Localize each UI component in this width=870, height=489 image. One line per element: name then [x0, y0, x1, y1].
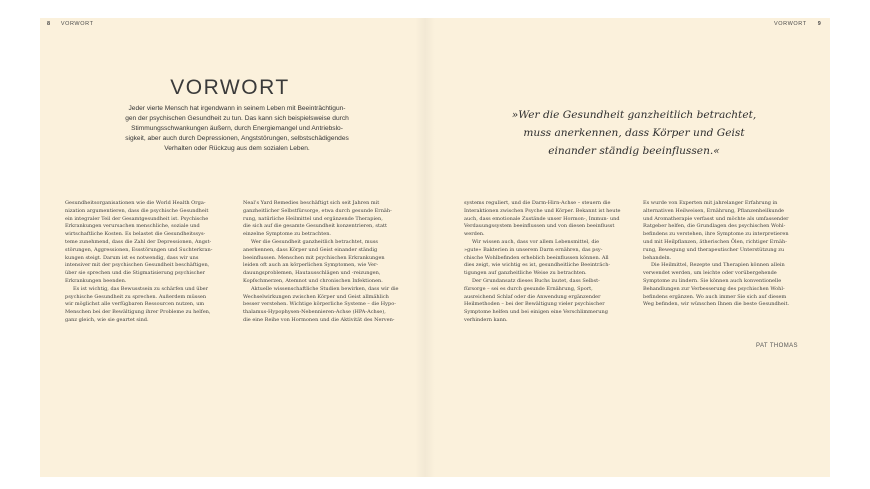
body-text-line: rung, natürliche Heilmittel und ergänzende Therapien, — [243, 215, 383, 222]
body-text-line: befindens zu verstehen, ihre Symptome zu interpretieren — [643, 231, 789, 238]
body-text-line: Symptome zu lindern. Sie können auch konventionelle — [643, 277, 782, 284]
body-text-line: dauungsproblemen, Hautausschlägen und -reizungen, — [243, 270, 381, 277]
body-text-line: tigungen auf ganzheitliche Weise zu betrachten. — [464, 270, 587, 277]
left-page-number: 8 — [47, 21, 51, 27]
body-text-line: leiden oft auch an körperlichen Symptomen, wie Ver- — [243, 262, 379, 269]
body-text-line: teme zunehmend, dass die Zahl der Depressionen, Angst- — [65, 238, 212, 245]
body-text-line: chische Wohlbefinden erheblich beeinflussen können. All — [464, 254, 609, 261]
body-text-line: Behandlungen zur Verbesserung des psychischen Wohl- — [643, 285, 785, 292]
body-text-line: dies zeigt, wie wichtig es ist, gesundheitliche Beeinträch- — [464, 262, 611, 269]
body-text-line: besser verstehen. Wichtige körperliche Systeme – die Hypo- — [243, 301, 396, 308]
left-folio — [47, 21, 94, 27]
body-text-line: behandeln. — [643, 254, 672, 261]
body-text-line: die eine Reihe von Hormonen und die Aktivität des Nerven- — [243, 316, 395, 323]
body-text-line: Verdauungssystem beeinflussen und von diesen beeinflusst — [464, 223, 615, 230]
body-text-line: Weg befinden, wir wünschen Ihnen die beste Gesundheit. — [643, 301, 790, 308]
author-signature: PAT THOMAS — [756, 343, 798, 349]
body-text-line: wirtschaftliche Kosten. Es belastet die Gesundheitssys- — [65, 231, 206, 238]
body-text-line: die sich auf die gesamte Gesundheit konzentrieren, statt — [243, 223, 388, 230]
right-page-number: 9 — [817, 21, 822, 27]
body-text-line: und Aromatherapie verfasst und möchte als umfassender — [643, 215, 789, 222]
intro-line: Jeder vierte Mensch hat irgendwann in seinem Leben mit Beeinträchtigun- — [128, 105, 346, 112]
body-text-line: Symptome helfen und bei einigen eine Verschlimmerung — [464, 309, 608, 316]
body-text-line: Der Grundansatz dieses Buchs lautet, dass Selbst- — [472, 277, 600, 284]
quote-line: muss anerkennen, dass Körper und Geist — [523, 127, 745, 139]
body-text-line: ganz gleich, wie sie geartet sind. — [65, 316, 149, 323]
body-text-line: alternativen Heilweisen, Ernährung, Pflanzenheilkunde — [643, 207, 785, 214]
body-text-line: Wer die Gesundheit ganzheitlich betrachtet, muss — [251, 238, 378, 245]
body-text-line: Interaktionen zwischen Psyche und Körper. Bekannt ist heute — [464, 207, 621, 214]
body-text-line: über sie sprechen und die Stigmatisierung psychischer — [65, 270, 206, 277]
body-text-line: ein integraler Teil der Gesamtgesundheit ist. Psychische — [65, 215, 209, 222]
right-folio — [774, 21, 821, 27]
intro-paragraph — [104, 104, 370, 154]
body-text-line: Wir wissen auch, dass vor allem Lebensmittel, die — [472, 238, 600, 245]
body-text-line: Gesundheitsorganisationen wie die World Health Orga- — [65, 200, 206, 206]
text-column-1 — [65, 200, 235, 325]
body-text-line: ausreichend Schlaf oder die Anwendung ergänzender — [464, 293, 601, 300]
pull-quote — [500, 106, 768, 160]
body-text-line: »gute« Bakterien in unserem Darm ernähren, das psy- — [464, 246, 603, 253]
body-text-line: kungen steigt. Darum ist es notwendig, dass wir uns — [65, 254, 199, 261]
body-text-line: anerkennen, dass Körper und Geist einander ständig — [243, 246, 378, 253]
page-title: VORWORT — [170, 76, 290, 99]
body-text-line: werden. — [464, 231, 485, 238]
body-text-line: Heilmethoden – bei der Bewältigung vieler psychischer — [464, 301, 605, 308]
text-column-2 — [243, 200, 413, 325]
intro-line: Verhalten oder Rückzug aus dem sozialen Leben. — [164, 145, 310, 152]
intro-line: gen der psychischen Gesundheit zu tun. Das kann sich beispielsweise durch — [125, 115, 349, 122]
body-text-line: Wechselwirkungen zwischen Körper und Geist allmählich — [243, 293, 389, 300]
body-text-line: störungen, Aggressionen, Essstörungen und Suchterkran- — [65, 246, 213, 253]
body-text-line: thalamus-Hypophysen-Nebennieren-Achse (HPA-Achse), — [243, 309, 386, 316]
left-running-head: VORWORT — [60, 21, 94, 27]
body-text-line: und mit Heilpflanzen, ätherischen Ölen, richtiger Ernäh- — [643, 238, 787, 245]
body-text-line: systems reguliert, und die Darm-Hirn-Achse – steuern die — [464, 200, 611, 206]
body-text-line: psychische Gesundheit zu sprechen. Außerdem müssen — [65, 293, 207, 300]
body-text-line: Neal’s Yard Remedies beschäftigt sich seit Jahren mit — [243, 200, 380, 206]
page-fold — [415, 18, 435, 477]
text-column-3 — [464, 200, 634, 325]
body-text-line: ganzheitlicher Selbstfürsorge, etwa durch gesunde Ernäh- — [243, 207, 392, 214]
body-text-line: nization argumentieren, dass die psychische Gesundheit — [65, 207, 209, 214]
body-text-line: befindens ergänzen. Wo auch immer Sie sich auf diesem — [643, 293, 787, 300]
body-text-line: Es wurde von Experten mit jahrelanger Erfahrung in — [643, 200, 778, 206]
body-text-line: wir möglichst alle verfügbaren Ressourcen nutzen, um — [65, 301, 205, 308]
body-text-line: fürsorge – sei es durch gesunde Ernährung, Sport, — [464, 285, 593, 292]
quote-line: einander ständig beeinflussen.« — [548, 145, 720, 157]
right-running-head: VORWORT — [774, 21, 807, 27]
body-text-line: intensiver mit der psychischen Gesundheit beschäftigen, — [65, 262, 210, 269]
body-text-line: auch, dass emotionale Zustände unser Hormon-, Immun- und — [464, 215, 620, 222]
body-text-line: Aktuelle wissenschaftliche Studien bewirken, dass wir die — [251, 285, 399, 292]
body-text-line: Kopfschmerzen, Atemnot und chronischen Infektionen. — [243, 277, 383, 284]
body-text-line: rung, Bewegung und therapeutischer Unterstützung zu — [643, 246, 785, 253]
text-column-4 — [643, 200, 813, 309]
body-text-line: Erkrankungen verursachen menschliche, soziale und — [65, 223, 200, 230]
body-text-line: verhindern kann. — [464, 316, 508, 323]
body-text-line: verwendet werden, um leichte oder vorübergehende — [643, 270, 777, 277]
body-text-line: Es ist wichtig, das Bewusstsein zu schärfen und über — [73, 285, 209, 292]
intro-line: sigkeit, aber auch durch Depressionen, Angststörungen, selbstschädigendes — [125, 135, 349, 142]
body-text-line: Erkrankungen beenden. — [65, 277, 127, 284]
intro-line: Stimmungsschwankungen äußern, durch Energiemangel und Antriebslo- — [131, 125, 343, 132]
body-text-line: Die Heilmittel, Rezepte und Therapien können allein — [651, 262, 785, 269]
body-text-line: Menschen bei der Bewältigung ihrer Probleme zu helfen, — [65, 309, 211, 316]
body-text-line: beeinflussen. Menschen mit psychischen Erkrankungen — [243, 254, 385, 261]
quote-line: »Wer die Gesundheit ganzheitlich betrachtet, — [511, 109, 757, 121]
body-text-line: einzelne Symptome zu betrachten. — [243, 231, 332, 238]
body-text-line: Ratgeber helfen, die Grundlagen des psychischen Wohl- — [643, 223, 786, 230]
